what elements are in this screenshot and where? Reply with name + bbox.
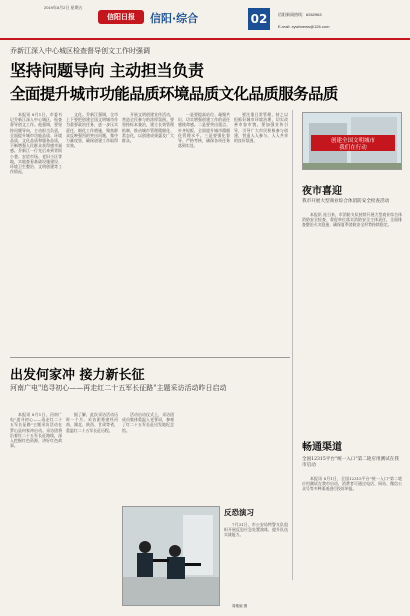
story-2-column-3 — [122, 412, 174, 502]
drill-photo-image — [123, 507, 220, 606]
publication-date: 2019年8月2日 星期五 — [44, 5, 83, 10]
building-banner-image — [303, 113, 402, 170]
lead-headline-main: 坚持问题导向 主动担当负责 — [10, 61, 204, 80]
lead-column-2-text: 文化。乔新江强调，全市上下要把创建全国文明城市作为重要政治任务，进一步压实责任，细化工作措施，聚焦群众反映强烈的突出问题，集中力量攻坚，确保创建工作取得实效。 — [66, 112, 118, 149]
story-2-column-2 — [66, 412, 118, 608]
photo-credit: 周雅丽 摄 — [232, 604, 248, 608]
sidebar-story-1-body — [302, 212, 402, 308]
story-2-column-1-text: 本报讯 8月1日，河南广电"追寻初心——再走红二十五军长征路"主题采访活动在罗山县何家冲启动。采访团将沿着红二十五军长征路线，深入挖掘红色资源，讲好红色故事。 — [10, 412, 62, 449]
banner-text-1: 创建全国文明城市 — [330, 138, 376, 144]
sidebar-story-2-body — [302, 476, 402, 606]
news-hotline: 信阳新闻热线：6262963 — [278, 12, 322, 17]
logo-text: 信阳日报 — [107, 13, 135, 21]
column-divider — [292, 110, 293, 580]
section-divider — [10, 357, 290, 358]
story-2-column-2-text: 据了解，此次采访活动历时一个月，采访团将途经河南、湖北、陕西、甘肃等省，重温红二十五军长征历程。 — [66, 412, 118, 433]
sidebar-photo — [302, 112, 402, 170]
contact-email: E-mail: xywbnews@126.com — [278, 24, 330, 29]
story-2-deck: 河南广电"追寻初心——再走红二十五军长征路"主题采访活动昨日启动 — [10, 384, 227, 392]
lead-column-2 — [66, 112, 118, 350]
lead-headline-sub: 全面提升城市功能品质环境品质文化品质服务品质 — [10, 84, 338, 103]
sidebar-story-1-deck: 我市开展大型商业综合体消防安全检查活动 — [302, 199, 390, 204]
sidebar-story-2-deck: 全国12315平台"统一入口"第二轮应用测试在我市启动 — [302, 457, 399, 468]
lead-column-1 — [10, 112, 62, 350]
photo-caption — [224, 522, 288, 600]
page-number: 02 — [248, 8, 270, 30]
photo-title: 反恐演习 — [224, 508, 254, 517]
sidebar-story-1-text: 本报讯 连日来，市消防支队持续开展大型商业综合体消防安全检查，督促单位落实消防安全主体责任，全面排查整治火灾隐患，确保夏季消防安全形势持续稳定。 — [302, 212, 402, 228]
sidebar-story-2-text: 本报讯 8月1日，全国12315平台"统一入口"第二轮应用测试在我市启动，消费者可通过电话、网站、微信公众号等多种渠道进行投诉举报。 — [302, 476, 402, 492]
section-title: 信阳·综合 — [150, 12, 199, 25]
lead-column-4 — [178, 112, 230, 350]
photo-caption-text: 7月31日，市公安局特警支队组织开展反恐应急处置演练，提升队伍实战能力。 — [224, 522, 288, 538]
sidebar-story-2-title: 畅通渠道 — [302, 442, 342, 453]
masthead — [0, 0, 410, 40]
lead-kicker: 乔新江深入中心城区检查督导创文工作时强调 — [10, 47, 150, 55]
story-2-headline: 出发何家冲 接力新长征 — [10, 368, 145, 383]
lead-column-4-text: 一是要提高站位、凝聚共识，切实增强创建工作的责任感使命感。二是要突出重点、补齐短板，全面提升城市精细化管理水平。三是要强化督导、严格考核，确保各项任务落到实处。 — [178, 112, 230, 149]
lead-column-5-text: 要注重日常管理，持之以恒抓好城市环境治理，切实改善市容市貌。要加强宣传引导，引导广大市民积极参与创建，营造人人参与、人人共享的良好氛围。 — [234, 112, 288, 144]
story-2-column-3-text: 活动启动仪式上，采访团成员集体重温入党誓词，参观了红二十五军长征出发地纪念馆。 — [122, 412, 174, 433]
lead-column-1-text: 本报讯 8月1日，市委书记乔新江深入中心城区，检查督导创文工作。他强调，要坚持问题导向，主动担当负责，全面提升城市功能品质、环境品质、文化品质和服务品质，不断增强人民群众获得感幸福感。乔新江一行先后来到背街小巷、农贸市场、老旧小区等地，实地查看基础设施建设、环境卫生整治、文明创建等工作情况。 — [10, 112, 62, 175]
story-2-column-1 — [10, 412, 62, 608]
lead-column-5 — [234, 112, 288, 350]
newspaper-logo — [98, 10, 144, 24]
anti-terror-drill-photo — [122, 506, 220, 606]
lead-column-3 — [122, 112, 174, 350]
sidebar-story-1-title: 夜市喜迎 — [302, 186, 342, 197]
banner-text-2: 我们在行动 — [339, 145, 367, 151]
lead-column-3-text: 开展文明创建宣传活动，营造全民参与的浓厚氛围。要坚持标本兼治，建立长效管理机制，推动城市管理精细化、常态化，以创建成果惠及广大群众。 — [122, 112, 174, 144]
